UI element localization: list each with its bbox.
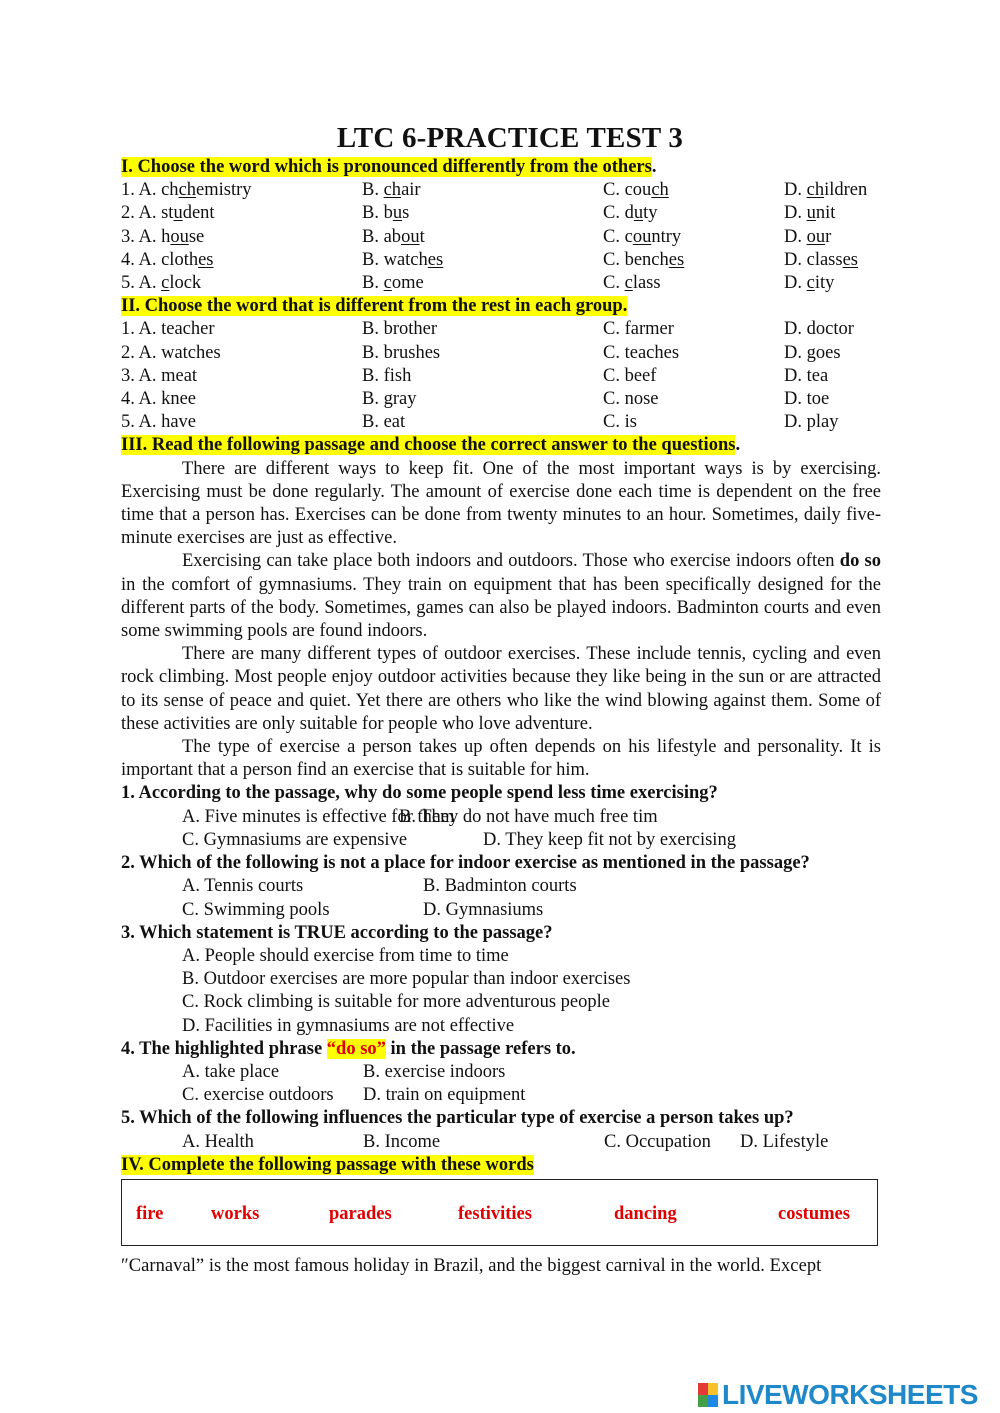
answer-option[interactable]: C. Occupation bbox=[604, 1131, 711, 1152]
answer-option[interactable]: D. unit bbox=[784, 203, 836, 224]
underlined-sound: c bbox=[806, 273, 815, 294]
answer-option[interactable]: A. Five minutes is effective for them bbox=[182, 806, 455, 827]
answer-option[interactable]: D. toe bbox=[784, 389, 830, 410]
section-2-heading: II. Choose the word that is different from the rest in each group. bbox=[121, 296, 628, 317]
answer-option[interactable]: B. brother bbox=[362, 319, 438, 340]
underlined-sound: u bbox=[173, 203, 183, 224]
page-title: LTC 6-PRACTICE TEST 3 bbox=[336, 122, 684, 154]
underlined-sound: ch bbox=[383, 180, 402, 201]
answer-option[interactable]: C. beef bbox=[603, 365, 657, 386]
answer-option[interactable]: B. eat bbox=[362, 412, 406, 433]
answer-option[interactable]: C. farmer bbox=[603, 319, 674, 340]
highlighted-phrase: do so bbox=[839, 551, 881, 572]
liveworksheets-logo bbox=[698, 1378, 978, 1412]
answer-option[interactable]: C. Swimming pools bbox=[182, 899, 330, 920]
answer-option[interactable]: B. about bbox=[362, 226, 425, 247]
answer-option[interactable]: A. Tennis courts bbox=[182, 876, 304, 897]
answer-option[interactable]: D. train on equipment bbox=[363, 1085, 526, 1106]
underlined-sound: c bbox=[383, 273, 392, 294]
question-2-options bbox=[121, 875, 881, 921]
underlined-sound: es bbox=[842, 249, 858, 270]
question-row bbox=[121, 318, 881, 341]
word-bank-item: costumes bbox=[778, 1203, 850, 1224]
answer-option[interactable]: A. People should exercise from time to time bbox=[182, 945, 509, 966]
answer-option[interactable]: C. benches bbox=[603, 249, 685, 270]
answer-option[interactable]: D. They keep fit not by exercising bbox=[483, 829, 736, 850]
answer-option[interactable]: B. come bbox=[362, 273, 424, 294]
question-3: 3. Which statement is TRUE according to the passage? bbox=[121, 922, 553, 943]
answer-option[interactable]: D. Facilities in gymnasiums are not effective bbox=[182, 1015, 515, 1036]
underlined-sound: ou bbox=[170, 226, 189, 247]
answer-option[interactable]: B. They do not have much free tim bbox=[399, 806, 658, 827]
answer-option[interactable]: D. tea bbox=[784, 365, 829, 386]
answer-option[interactable]: D. city bbox=[784, 273, 835, 294]
question-2: 2. Which of the following is not a place for indoor exercise as mentioned in the passage? bbox=[121, 853, 810, 874]
underlined-sound: ch bbox=[806, 180, 825, 201]
underlined-sound: ch bbox=[651, 180, 669, 201]
section-1-heading: I. Choose the word which is pronounced differently from the others. bbox=[121, 157, 657, 177]
question-row bbox=[121, 226, 881, 249]
answer-option[interactable]: 2. A. student bbox=[121, 203, 215, 224]
answer-option[interactable]: 4. A. knee bbox=[121, 389, 197, 410]
answer-option[interactable]: B. brushes bbox=[362, 342, 441, 363]
question-4: 4. The highlighted phrase “do so” in the passage refers to. bbox=[121, 1038, 576, 1059]
word-bank-item: festivities bbox=[458, 1203, 532, 1224]
section-2-items bbox=[121, 318, 881, 434]
answer-option[interactable]: B. exercise indoors bbox=[363, 1061, 506, 1082]
answer-option[interactable]: B. Badminton courts bbox=[423, 876, 577, 897]
answer-option[interactable]: C. couch bbox=[603, 180, 669, 201]
answer-option[interactable]: D. classes bbox=[784, 249, 858, 270]
answer-option[interactable]: B. watches bbox=[362, 249, 444, 270]
answer-option[interactable]: D. play bbox=[784, 412, 839, 433]
section-4-passage: ″Carnaval” is the most famous holiday in Brazil, and the biggest carnival in the world. Except bbox=[121, 1255, 822, 1276]
answer-option[interactable]: 3. A. house bbox=[121, 226, 205, 247]
question-row bbox=[121, 249, 881, 272]
reading-passage bbox=[121, 458, 881, 783]
answer-option[interactable]: 5. A. have bbox=[121, 412, 197, 433]
answer-option[interactable]: D. goes bbox=[784, 342, 841, 363]
word-bank-item: dancing bbox=[614, 1203, 677, 1224]
logo-text: LIVEWORKSHEETS bbox=[722, 1379, 978, 1411]
underlined-sound: ou bbox=[806, 226, 826, 247]
question-row bbox=[121, 365, 881, 388]
answer-option[interactable]: D. our bbox=[784, 226, 832, 247]
answer-option[interactable]: B. Outdoor exercises are more popular than indoor exercises bbox=[182, 969, 631, 990]
answer-option[interactable]: C. Rock climbing is suitable for more adventurous people bbox=[182, 992, 610, 1013]
question-1-options bbox=[121, 806, 881, 852]
answer-option[interactable]: 1. A. teacher bbox=[121, 319, 215, 340]
answer-option[interactable]: D. children bbox=[784, 180, 868, 201]
passage-paragraph: There are many different types of outdoor exercises. These include tennis, cycling and even rock climbing. Most people enjoy outdoor activities because they like being in the sun or are attracted to its sense of peace and quiet. Yet there are others who like the wind blowing against them. Some of these activities are only suitable for people who love adventure. bbox=[121, 644, 881, 734]
answer-option[interactable]: 2. A. watches bbox=[121, 342, 221, 363]
answer-option[interactable]: C. country bbox=[603, 226, 682, 247]
answer-option[interactable]: D. Gymnasiums bbox=[423, 899, 544, 920]
answer-option[interactable]: B. Income bbox=[363, 1131, 441, 1152]
answer-option[interactable]: A. Health bbox=[182, 1131, 254, 1152]
section-1-items bbox=[121, 179, 881, 295]
word-bank-item: works bbox=[211, 1203, 260, 1224]
logo-mark-icon bbox=[698, 1383, 718, 1407]
question-row bbox=[121, 202, 881, 225]
underlined-sound: ou bbox=[401, 226, 420, 247]
answer-option[interactable]: C. Gymnasiums are expensive bbox=[182, 829, 408, 850]
worksheet bbox=[121, 120, 881, 1278]
answer-option[interactable]: D. Lifestyle bbox=[740, 1131, 829, 1152]
answer-option[interactable]: B. fish bbox=[362, 365, 412, 386]
question-5: 5. Which of the following influences the particular type of exercise a person takes up? bbox=[121, 1108, 794, 1129]
underlined-sound: u bbox=[633, 203, 644, 224]
question-row bbox=[121, 179, 881, 202]
answer-option[interactable]: 4. A. clothes bbox=[121, 249, 214, 270]
answer-option[interactable]: C. is bbox=[603, 412, 637, 433]
answer-option[interactable]: C. teaches bbox=[603, 342, 680, 363]
underlined-sound: c bbox=[624, 273, 633, 294]
underlined-sound: u bbox=[392, 203, 403, 224]
question-row bbox=[121, 272, 881, 295]
answer-option[interactable]: 3. A. meat bbox=[121, 365, 198, 386]
question-row bbox=[121, 342, 881, 365]
answer-option[interactable]: 1. A. chchemistry bbox=[121, 180, 252, 201]
answer-option[interactable]: B. bus bbox=[362, 203, 410, 224]
answer-option[interactable]: B. gray bbox=[362, 389, 417, 410]
underlined-sound: c bbox=[161, 273, 170, 294]
passage-paragraph: Exercising can take place both indoors and outdoors. Those who exercise indoors often do so in the comfort of gymnasiums. They train on equipment that has been specifically designed for the different parts of the body. Sometimes, games can also be played indoors. Badminton courts and even some swimming pools are found indoors. bbox=[121, 551, 881, 642]
question-row bbox=[121, 411, 881, 434]
underlined-sound: ch bbox=[178, 180, 197, 201]
answer-option[interactable]: B. chair bbox=[362, 180, 421, 201]
question-5-options bbox=[121, 1131, 881, 1154]
answer-option[interactable]: C. class bbox=[603, 273, 661, 294]
answer-option[interactable]: A. take place bbox=[182, 1061, 280, 1082]
passage-paragraph: The type of exercise a person takes up often depends on his lifestyle and personality. It is important that a person find an exercise that is suitable for him. bbox=[121, 737, 881, 781]
answer-option[interactable]: 5. A. clock bbox=[121, 273, 202, 294]
answer-option[interactable]: C. duty bbox=[603, 203, 658, 224]
highlighted-quote: “do so” bbox=[326, 1038, 386, 1059]
word-bank-item: fire bbox=[136, 1203, 164, 1224]
underlined-sound: es bbox=[427, 249, 444, 270]
question-row bbox=[121, 388, 881, 411]
section-3-heading: III. Read the following passage and choose the correct answer to the questions. bbox=[121, 435, 741, 456]
answer-option[interactable]: C. exercise outdoors bbox=[182, 1085, 334, 1106]
underlined-sound: es bbox=[668, 249, 685, 270]
question-1: 1. According to the passage, why do some people spend less time exercising? bbox=[121, 783, 718, 804]
underlined-sound: u bbox=[806, 203, 816, 224]
underlined-sound: ou bbox=[632, 226, 652, 247]
word-bank bbox=[121, 1179, 878, 1246]
underlined-sound: es bbox=[198, 249, 214, 270]
passage-paragraph: There are different ways to keep fit. One of the most important ways is by exercising. Exercising must be done regularly. The amount of exercise done each time is dependent on the free time that a person has. Exercises can be done from twenty minutes to an hour. Sometimes, daily five-minute exercises are just as effective. bbox=[121, 458, 881, 549]
answer-option[interactable]: D. doctor bbox=[784, 319, 854, 340]
question-4-options bbox=[121, 1061, 881, 1107]
answer-option[interactable]: C. nose bbox=[603, 389, 659, 410]
word-bank-item: parades bbox=[329, 1203, 392, 1224]
section-4-heading: IV. Complete the following passage with these words bbox=[121, 1154, 534, 1175]
